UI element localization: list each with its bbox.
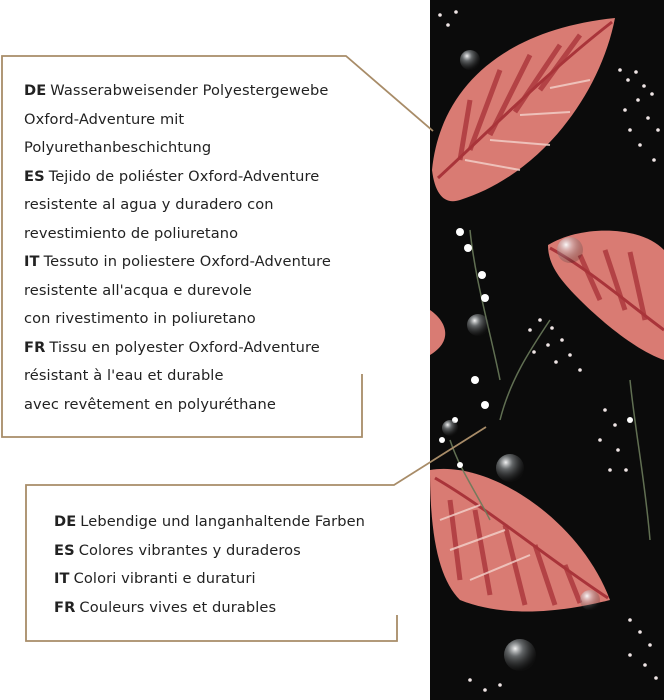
- text-line-de-3: Polyurethanbeschichtung: [24, 139, 212, 156]
- text-line-it-3: con rivestimento in poliuretano: [24, 310, 256, 327]
- lang-code-es: ES: [54, 541, 75, 559]
- text-line-es-2: resistente al agua y duradero con: [24, 196, 274, 213]
- text-line-fr-2: résistant à l'eau et durable: [24, 367, 224, 384]
- text-line-fr-1: [24, 334, 331, 363]
- text-line-fr-3: avec revêtement en polyuréthane: [24, 395, 276, 413]
- text-fr: Couleurs vives et durables: [79, 598, 277, 616]
- text-de: Lebendige und langanhaltende Farben: [80, 513, 366, 530]
- text-es: Tejido de poliéster Oxford-Adventure: [48, 167, 320, 185]
- text-line-it: [54, 565, 365, 594]
- text-line-es-3: revestimiento de poliuretano: [24, 224, 239, 242]
- text-line-es-1: [24, 163, 331, 192]
- text-line-es: [54, 537, 365, 566]
- lang-code-de: DE: [54, 513, 77, 530]
- lang-code-fr: FR: [54, 598, 76, 616]
- text-line-de-1: [24, 77, 331, 106]
- color-description-block: [54, 508, 365, 622]
- lang-code-it: IT: [24, 253, 40, 270]
- text-de: Wasserabweisender Polyestergewebe: [50, 82, 329, 99]
- text-line-fr: [54, 594, 365, 623]
- text-fr: Tissu en polyester Oxford-Adventure: [49, 338, 320, 356]
- text-it: Tessuto in poliestere Oxford-Adventure: [43, 253, 332, 270]
- text-es: Colores vibrantes y duraderos: [78, 541, 301, 559]
- text-line-it-2: resistente all'acqua e durevole: [24, 281, 252, 299]
- text-line-de-2: Oxford-Adventure mit: [24, 110, 185, 128]
- material-description-block: [24, 77, 331, 419]
- lang-code-fr: FR: [24, 338, 46, 356]
- text-it: Colori vibranti e duraturi: [73, 570, 256, 587]
- text-line-de: [54, 508, 365, 537]
- lang-code-it: IT: [54, 570, 70, 587]
- lang-code-de: DE: [24, 82, 47, 99]
- text-line-it-1: [24, 248, 331, 277]
- fabric-pattern-image: [430, 0, 664, 700]
- lang-code-es: ES: [24, 167, 45, 185]
